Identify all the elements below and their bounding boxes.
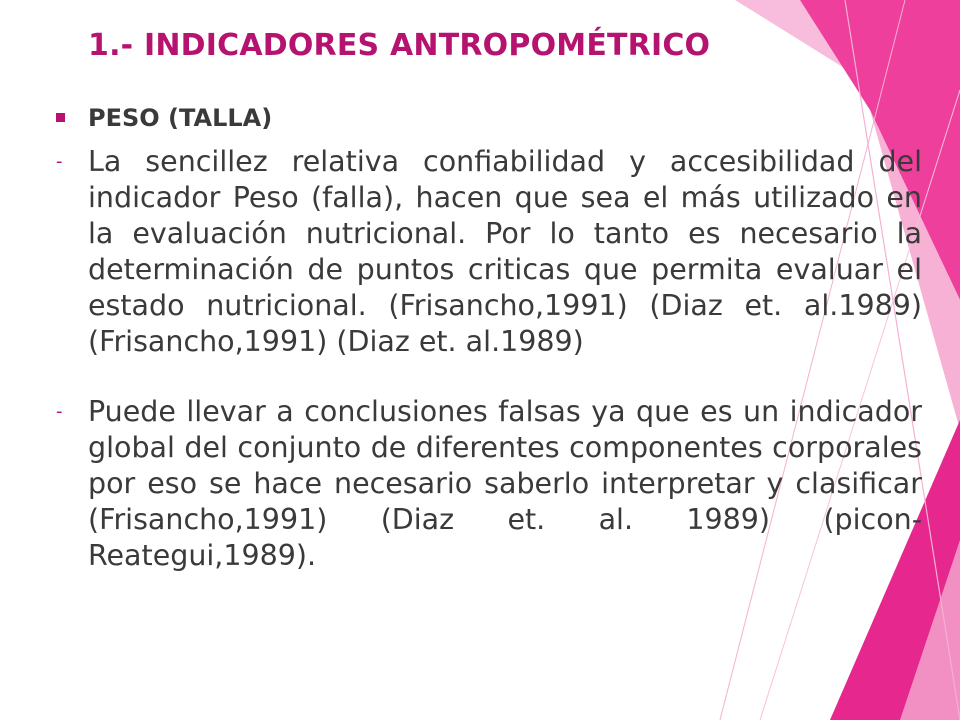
paragraph-reliability — [50, 144, 922, 360]
paragraph-false-conclusions — [50, 394, 922, 574]
slide-content — [50, 102, 922, 574]
dash-bullet-icon: - — [56, 151, 63, 172]
paragraph-text-1: La sencillez relativa confiabilidad y accesibilidad del indicador Peso (falla), hacen que sea el más utilizado en la evaluación nutricional. Por lo tanto es necesario la determinación de puntos criticas que permita evaluar el estado nutricional. (Frisancho,1991) (Diaz et. al.1989) (Frisancho,1991) (Diaz et. al.1989) — [88, 145, 922, 358]
square-bullet-icon — [56, 113, 65, 122]
slide-title: 1.- INDICADORES ANTROPOMÉTRICO — [88, 28, 711, 63]
subheading-text: PESO (TALLA) — [88, 104, 273, 132]
subheading-peso-talla — [50, 102, 922, 134]
paragraph-text-2: Puede llevar a conclusiones falsas ya que es un indicador global del conjunto de diferentes componentes corporales por eso se hace necesario saberlo interpretar y clasificar (Frisancho,1991) (Diaz et. al. 1989) (picon-Reategui,1989). — [88, 395, 922, 572]
dash-bullet-icon: - — [56, 401, 63, 422]
